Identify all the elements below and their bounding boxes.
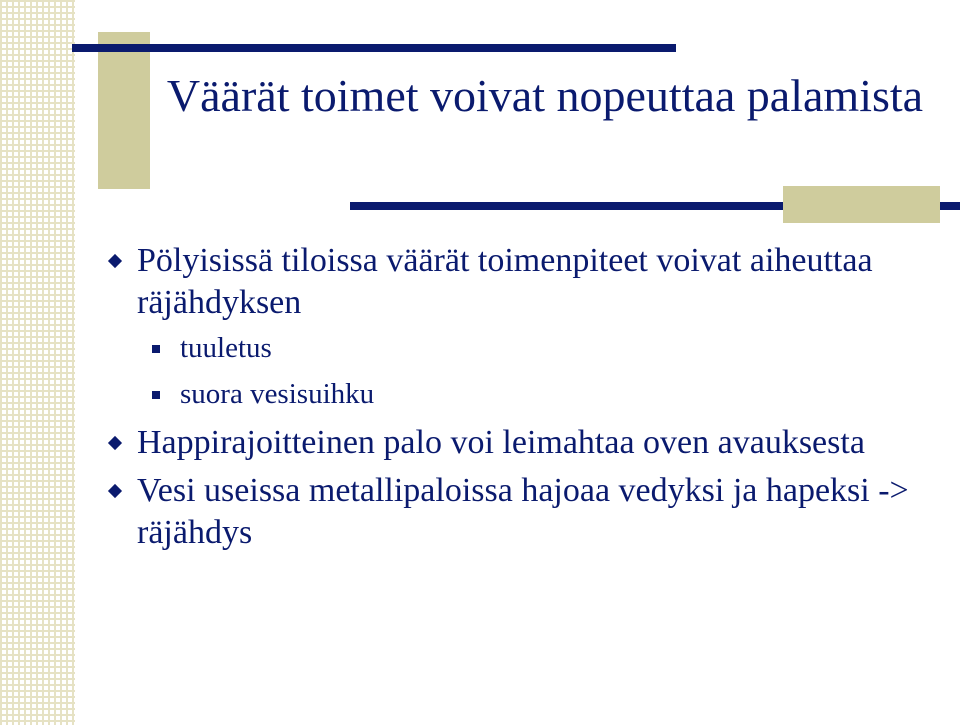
diamond-bullet-icon bbox=[108, 436, 122, 450]
diamond-bullet-icon bbox=[108, 484, 122, 498]
decorative-block-right bbox=[783, 186, 940, 223]
bullet-list bbox=[106, 240, 936, 554]
sub-bullet-item bbox=[106, 374, 936, 414]
bullet-item bbox=[106, 470, 936, 554]
square-bullet-icon bbox=[152, 345, 160, 353]
bullet-text: Pölyisissä tiloissa väärät toimenpiteet voivat aiheuttaa räjähdyksen bbox=[137, 242, 873, 321]
decorative-stripe-panel bbox=[0, 0, 75, 725]
slide-title: Väärät toimet voivat nopeuttaa palamista bbox=[166, 70, 924, 121]
title-rule-top bbox=[72, 44, 676, 52]
sub-bullet-text: tuuletus bbox=[180, 332, 272, 364]
bullet-text: Happirajoitteinen palo voi leimahtaa oven avauksesta bbox=[137, 424, 865, 461]
sub-bullet-item bbox=[106, 328, 936, 368]
diamond-bullet-icon bbox=[108, 254, 122, 268]
bullet-item bbox=[106, 422, 936, 464]
bullet-text: Vesi useissa metallipaloissa hajoaa vedyksi ja hapeksi -> räjähdys bbox=[137, 472, 909, 551]
decorative-block-left bbox=[98, 32, 150, 189]
square-bullet-icon bbox=[152, 391, 160, 399]
sub-bullet-text: suora vesisuihku bbox=[180, 378, 375, 410]
bullet-item bbox=[106, 240, 936, 324]
